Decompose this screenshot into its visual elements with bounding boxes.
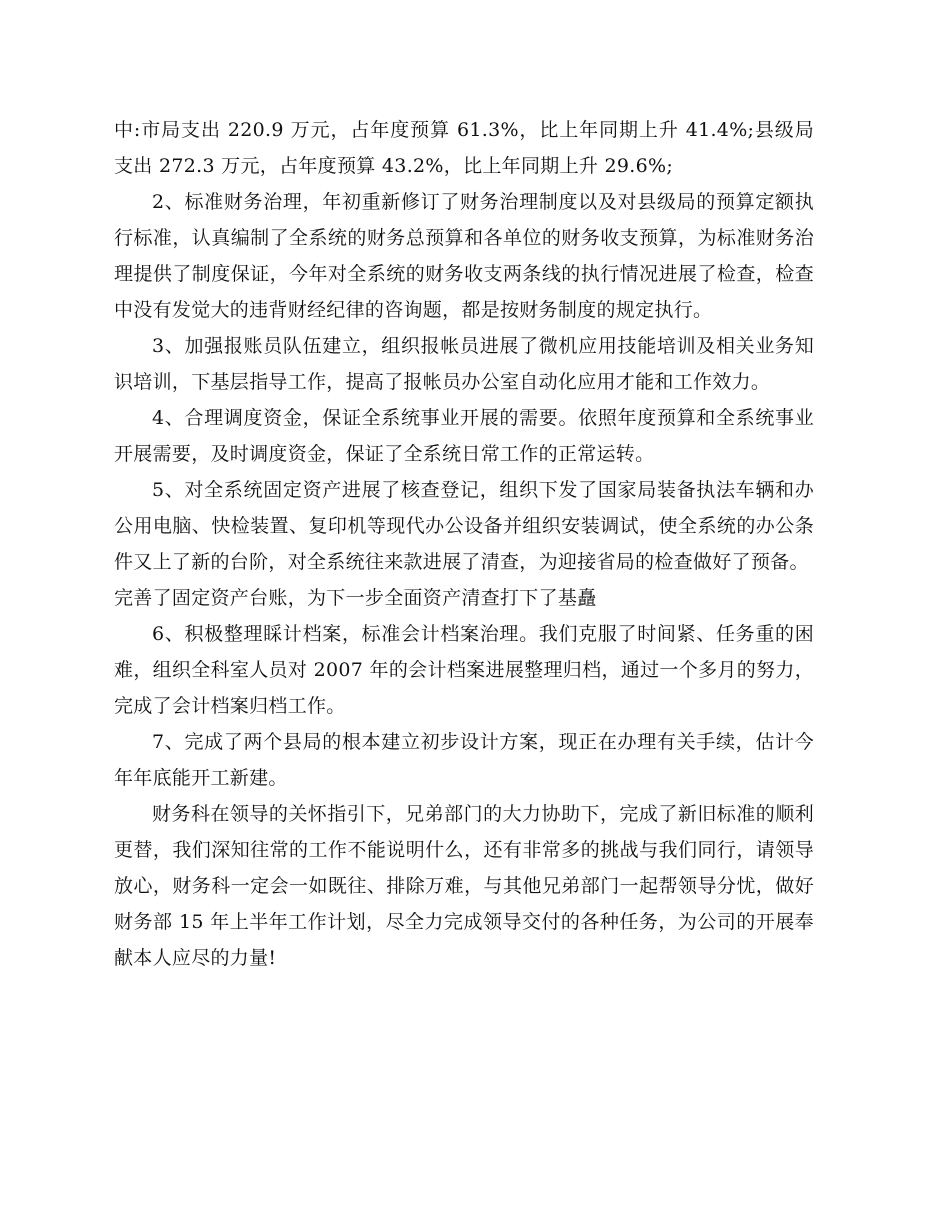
document-body — [114, 112, 814, 976]
paragraph-item-3: 3、加强报账员队伍建立，组织报帐员进展了微机应用技能培训及相关业务知识培训，下基层指导工作，提高了报帐员办公室自动化应用才能和工作效力。 — [114, 335, 814, 393]
paragraph-item-7: 7、完成了两个县局的根本建立初步设计方案，现正在办理有关手续，估计今年年底能开工新建。 — [114, 731, 814, 789]
paragraph-item-5-continuation: 完善了固定资产台账，为下一步全面资产清查打下了基矗 — [114, 587, 597, 609]
paragraph-item-2: 2、标准财务治理，年初重新修订了财务治理制度以及对县级局的预算定额执行标准，认真编制了全系统的财务总预算和各单位的财务收支预算，为标准财务治理提供了制度保证，今年对全系统的财务收支两条线的执行情况进展了检查，检查中没有发觉大的违背财经纪律的咨询题，都是按财务制度的规定执行。 — [114, 191, 814, 321]
paragraph-conclusion: 财务科在领导的关怀指引下，兄弟部门的大力协助下，完成了新旧标准的顺利更替，我们深知往常的工作不能说明什么，还有非常多的挑战与我们同行，请领导放心，财务科一定会一如既往、排除万难，与其他兄弟部门一起帮领导分忧，做好财务部 15 年上半年工作计划，尽全力完成领导交付的各种任务，为公司的开展奉献本人应尽的力量! — [114, 803, 814, 969]
paragraph-item-4: 4、合理调度资金，保证全系统事业开展的需要。依照年度预算和全系统事业开展需要，及时调度资金，保证了全系统日常工作的正常运转。 — [114, 407, 814, 465]
paragraph-item-6: 6、积极整理睬计档案，标准会计档案治理。我们克服了时间紧、任务重的困难，组织全科室人员对 2007 年的会计档案进展整理归档，通过一个多月的努力，完成了会计档案归档工作。 — [114, 623, 814, 717]
paragraph-budget-continuation: 中:市局支出 220.9 万元，占年度预算 61.3%，比上年同期上升 41.4%;县级局支出 272.3 万元，占年度预算 43.2%，比上年同期上升 29.6%; — [114, 119, 814, 177]
paragraph-item-5: 5、对全系统固定资产进展了核查登记，组织下发了国家局装备执法车辆和办公用电脑、快检装置、复印机等现代办公设备并组织安装调试，使全系统的办公条件又上了新的台阶，对全系统往来款进展了清查，为迎接省局的检查做好了预备。 — [114, 479, 814, 573]
